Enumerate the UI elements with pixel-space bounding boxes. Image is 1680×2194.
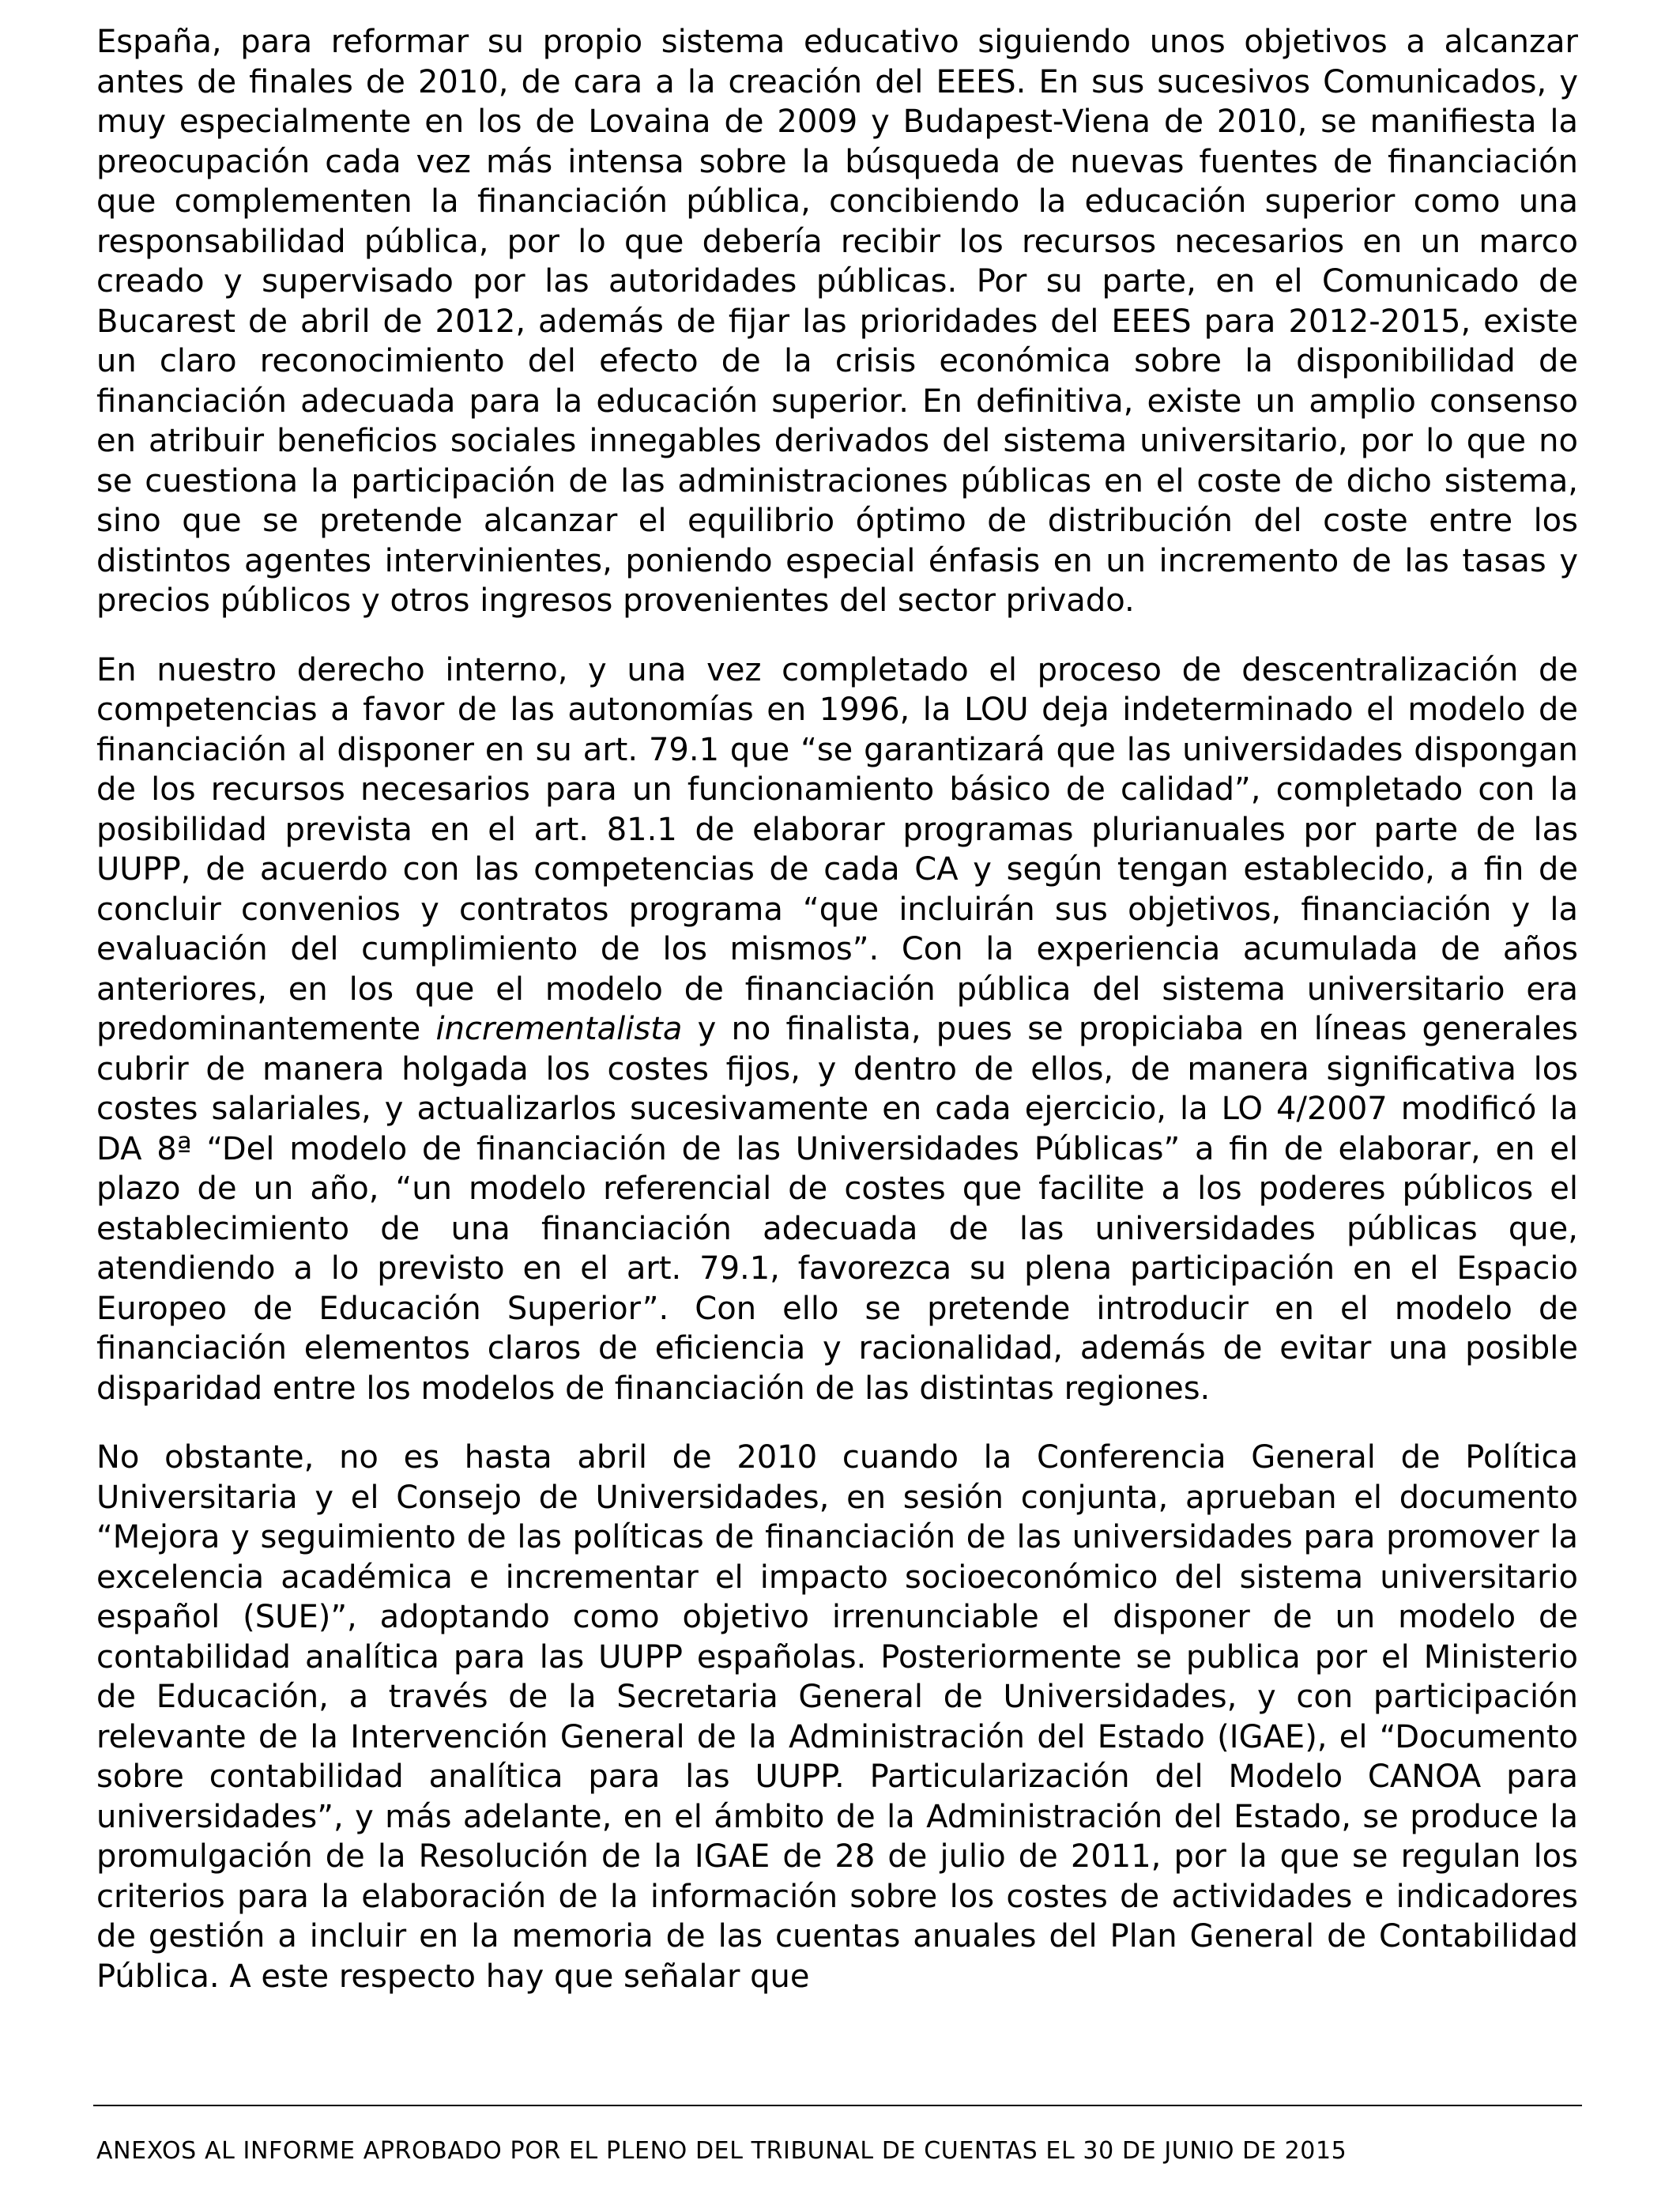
paragraph-3 [96, 1438, 1578, 1996]
paragraph-1-text: España, para reformar su propio sistema educativo siguiendo unos objetivos a alcanzar antes de finales de 2010, de cara a la creación del EEES. En sus sucesivos Comunicados, y muy especialmente en los de Lovaina de 2009 y Budapest-Viena de 2010, se manifiesta la preocupación cada vez más intensa sobre la búsqueda de nuevas fuentes de financiación que complementen la financiación pública, concibiendo la educación superior como una responsabilidad pública, por lo que debería recibir los recursos necesarios en un marco creado y supervisado por las autoridades públicas. Por su parte, en el Comunicado de Bucarest de abril de 2012, además de fijar las prioridades del EEES para 2012-2015, existe un claro reconocimiento del efecto de la crisis económica sobre la disponibilidad de financiación adecuada para la educación superior. En definitiva, existe un amplio consenso en atribuir beneficios sociales innegables derivados del sistema universitario, por lo que no se cuestiona la participación de las administraciones públicas en el coste de dicho sistema, sino que se pretende alcanzar el equilibrio óptimo de distribución del coste entre los distintos agentes intervinientes, poniendo especial énfasis en un incremento de las tasas y precios públicos y otros ingresos provenientes del sector privado. [96, 24, 1578, 619]
footer-divider [93, 2105, 1582, 2106]
document-body [96, 22, 1578, 2026]
paragraph-1 [96, 22, 1578, 621]
page-footer: ANEXOS AL INFORME APROBADO POR EL PLENO DEL TRIBUNAL DE CUENTAS EL 30 DE JUNIO DE 2015 [96, 2137, 1347, 2165]
paragraph-2-italic-term: incrementalista [435, 1011, 683, 1047]
paragraph-2-text-a: En nuestro derecho interno, y una vez completado el proceso de descentralización de competencias a favor de las autonomías en 1996, la LOU deja indeterminado el modelo de financiación al disponer en su art. 79.1 que “se garantizará que las universidades dispongan de los recursos necesarios para un funcionamiento básico de calidad”, completado con la posibilidad prevista en el art. 81.1 de elaborar programas plurianuales por parte de las UUPP, de acuerdo con las competencias de cada CA y según tengan establecido, a fin de concluir convenios y contratos programa “que incluirán sus objetivos, financiación y la evaluación del cumplimiento de los mismos”. Con la experiencia acumulada de años anteriores, en los que el modelo de financiación pública del sistema universitario era predominantemente [96, 651, 1578, 1047]
paragraph-2 [96, 650, 1578, 1409]
paragraph-2-text-b: y no finalista, pues se propiciaba en líneas generales cubrir de manera holgada los costes fijos, y dentro de ellos, de manera significativa los costes salariales, y actualizarlos sucesivamente en cada ejercicio, la LO 4/2007 modificó la DA 8ª “Del modelo de financiación de las Universidades Públicas” a fin de elaborar, en el plazo de un año, “un modelo referencial de costes que facilite a los poderes públicos el establecimiento de una financiación adecuada de las universidades públicas que, atendiendo a lo previsto en el art. 79.1, favorezca su plena participación en el Espacio Europeo de Educación Superior”. Con ello se pretende introducir en el modelo de financiación elementos claros de eficiencia y racionalidad, además de evitar una posible disparidad entre los modelos de financiación de las distintas regiones. [96, 1011, 1578, 1407]
paragraph-3-text: No obstante, no es hasta abril de 2010 cuando la Conferencia General de Política Universitaria y el Consejo de Universidades, en sesión conjunta, aprueban el documento “Mejora y seguimiento de las políticas de financiación de las universidades para promover la excelencia académica e incrementar el impacto socioeconómico del sistema universitario español (SUE)”, adoptando como objetivo irrenunciable el disponer de un modelo de contabilidad analítica para las UUPP españolas. Posteriormente se publica por el Ministerio de Educación, a través de la Secretaria General de Universidades, y con participación relevante de la Intervención General de la Administración del Estado (IGAE), el “Documento sobre contabilidad analítica para las UUPP. Particularización del Modelo CANOA para universidades”, y más adelante, en el ámbito de la Administración del Estado, se produce la promulgación de la Resolución de la IGAE de 28 de julio de 2011, por la que se regulan los criterios para la elaboración de la información sobre los costes de actividades e indicadores de gestión a incluir en la memoria de las cuentas anuales del Plan General de Contabilidad Pública. A este respecto hay que señalar que [96, 1439, 1578, 1995]
